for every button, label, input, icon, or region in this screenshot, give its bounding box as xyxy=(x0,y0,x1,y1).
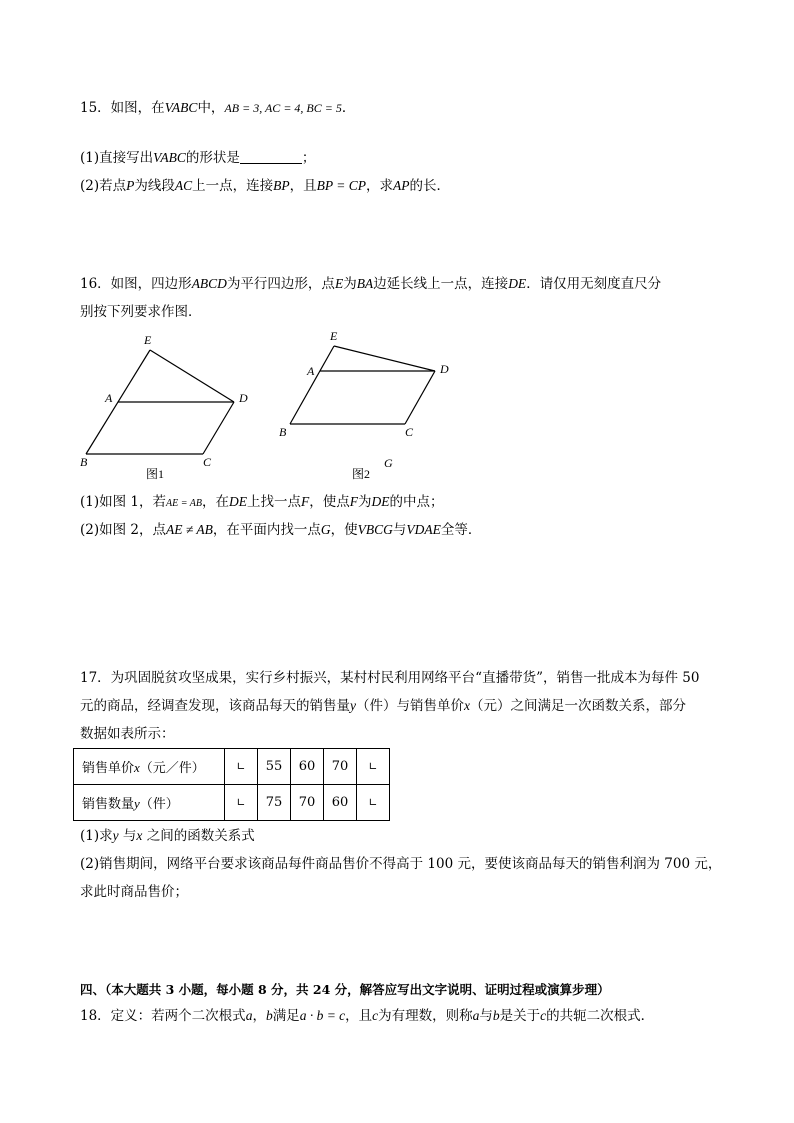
label-C: C xyxy=(405,425,414,439)
q16-stem-line1: 16．如图，四边形ABCD为平行四边形，点E为BA边延长线上一点，连接DE．请仅用无刻度直尺分 xyxy=(80,276,662,292)
figure-1-caption: 图1 xyxy=(146,467,165,480)
table-cell: ∟ xyxy=(225,785,258,821)
table-cell: 75 xyxy=(258,785,291,821)
figure-2-caption: 图2 xyxy=(352,467,371,481)
label-D: D xyxy=(239,391,248,405)
q16-part1: (1)如图 1，若AE = AB，在DE上找一点F，使点F为DE的中点； xyxy=(80,494,444,510)
table-row xyxy=(74,749,390,785)
label-E: E xyxy=(330,329,338,343)
q18-stem: 18．定义：若两个二次根式a，b满足a · b = c，且c为有理数，则称a与b是关于c的共轭二次根式． xyxy=(80,1008,655,1024)
q15-stem: 15．如图，在VABC中，AB = 3, AC = 4, BC = 5． xyxy=(80,100,356,116)
label-E: E xyxy=(144,333,152,347)
label-A: A xyxy=(307,364,315,378)
q17-part2-cont: 求此时商品售价； xyxy=(80,884,188,900)
label-D: D xyxy=(440,362,449,376)
q17-stem-line2: 元的商品，经调查发现，该商品每天的销售量y（件）与销售单价x（元）之间满足一次函数关系，部分 xyxy=(80,698,686,714)
q16-part2: (2)如图 2，点AE ≠ AB，在平面内找一点G，使VBCG与VDAE全等． xyxy=(80,522,482,538)
table-cell: ∟ xyxy=(357,785,390,821)
sales-data-table xyxy=(73,748,390,821)
q17-part1: (1)求y 与x 之间的函数关系式 xyxy=(80,828,255,844)
label-A: A xyxy=(105,391,113,405)
table-cell: ∟ xyxy=(357,749,390,785)
label-B: B xyxy=(279,425,287,439)
edge-ED xyxy=(150,350,234,402)
table-cell: 70 xyxy=(291,785,324,821)
q17-stem-line1: 17．为巩固脱贫攻坚成果，实行乡村振兴，某村村民利用网络平台“直播带货”，销售一批成本为每件 50 xyxy=(80,670,700,686)
row-label-price: 销售单价x（元／件） xyxy=(74,749,225,785)
row-label-quantity: 销售数量y（件） xyxy=(74,785,225,821)
table-cell: 55 xyxy=(258,749,291,785)
q17-stem-line3: 数据如表所示： xyxy=(80,726,175,742)
q16-stem-line2: 别按下列要求作图． xyxy=(80,304,202,320)
edge-EB xyxy=(290,346,334,424)
table-row xyxy=(74,785,390,821)
table-cell: 70 xyxy=(324,749,357,785)
figure-2 xyxy=(274,326,474,486)
label-G: G xyxy=(384,456,393,470)
table-cell: 60 xyxy=(291,749,324,785)
figure-1 xyxy=(74,330,274,480)
edge-CD xyxy=(405,371,435,424)
q15-part1: (1)直接写出VABC的形状是 ； xyxy=(80,150,316,166)
section-4-header: 四、（本大题共 3 小题，每小题 8 分，共 24 分，解答应写出文字说明、证明过程或演算步理） xyxy=(80,982,610,997)
label-B: B xyxy=(80,455,88,469)
q15-part2: (2)若点P为线段AC上一点，连接BP，且BP = CP，求AP的长． xyxy=(80,178,450,194)
answer-blank[interactable] xyxy=(240,149,302,164)
table-cell: ∟ xyxy=(225,749,258,785)
label-C: C xyxy=(203,455,212,469)
q17-part2: (2)销售期间，网络平台要求该商品每件商品售价不得高于 100 元，要使该商品每天的销售利润为 700 元， xyxy=(80,856,722,872)
edge-CD xyxy=(203,402,234,454)
edge-ED xyxy=(334,346,435,371)
table-cell: 60 xyxy=(324,785,357,821)
